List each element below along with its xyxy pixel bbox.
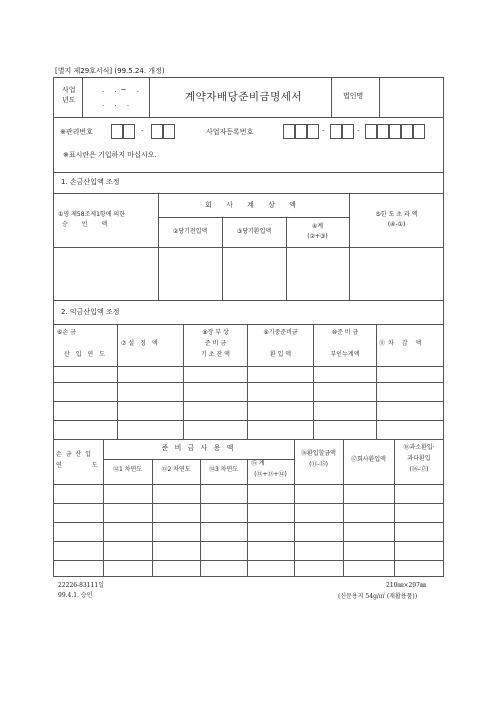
period-start[interactable]: . .~ . (102, 86, 143, 94)
period-end[interactable]: . . . (102, 100, 134, 108)
form-title: 계약자배당준비금명세서 (185, 91, 303, 103)
approval-date: 99.4.1. 승인 (58, 592, 93, 599)
col-11-header: ⑪차 감 액 (379, 340, 425, 347)
section-2-heading: 2. 익금산입액 조정 (61, 308, 120, 316)
biz-reg-box-6[interactable] (365, 124, 377, 139)
management-number-box-2[interactable] (123, 124, 135, 139)
paper-spec: (신문용지 54g/㎡ (재활용품)) (338, 593, 418, 600)
reserve-usage-header: 준 비 금 사 용 액 (161, 444, 236, 452)
col-6-header: ⑥손 금 (57, 329, 76, 336)
management-number-label: ※관리번호 (60, 128, 93, 136)
col-5-header: ⑤한 도 초 과 액 (375, 211, 418, 218)
note-text: ※표시란은 기입하지 마십시오. (63, 151, 157, 159)
biz-reg-box-10[interactable] (413, 124, 425, 139)
form-code: 22226-83111일 (58, 582, 104, 589)
company-calc-header: 회 사 계 상 액 (205, 201, 302, 209)
col-7-header: ⑦설 정 액 (121, 340, 160, 347)
col-15-header: ⑮ 계 (251, 460, 265, 467)
corporation-name-label: 법인명 (343, 92, 364, 100)
business-registration-label: 사업자등록번호 (206, 128, 254, 136)
col-16-header: ⑯환입할금액 (301, 450, 336, 457)
col-1-header: ①영 제58조제1항에 의한 (58, 211, 126, 218)
biz-reg-box-9[interactable] (401, 124, 413, 139)
biz-reg-box-2[interactable] (295, 124, 307, 139)
section-1-heading: 1. 손금산입액 조정 (61, 178, 120, 186)
biz-reg-box-8[interactable] (389, 124, 401, 139)
form-number-label: [별지 제29호서식] (99.5.24. 개정) (55, 67, 165, 75)
current-reversal-field[interactable] (223, 248, 286, 300)
col-3-header: ③당기환입액 (236, 228, 272, 235)
management-number-box-1[interactable] (111, 124, 123, 139)
excess-limit-field[interactable] (350, 248, 443, 300)
total-field[interactable] (287, 248, 349, 300)
col-12-header: ⑫1 차연도 (112, 466, 143, 473)
deduction-year-header: 손 금 산 입 (56, 451, 92, 458)
col-2-header: ②당기전입액 (172, 228, 208, 235)
biz-reg-box-7[interactable] (377, 124, 389, 139)
col-13-header: ⑬2 차연도 (161, 466, 191, 473)
col-18-header: ⑱과소환입· (403, 444, 435, 451)
business-year-label: 사업 (62, 86, 76, 94)
biz-reg-box-4[interactable] (330, 124, 342, 139)
approved-amount-field[interactable] (54, 248, 158, 300)
col-10-header: ⑩준 비 금 (331, 329, 359, 336)
col-9-header: ⑨기중준비금 (263, 329, 298, 336)
col-8-header: ⑧장 부 상 (202, 329, 229, 336)
biz-reg-box-3[interactable] (307, 124, 319, 139)
col-4-header: ④계 (311, 223, 324, 230)
biz-reg-box-1[interactable] (283, 124, 295, 139)
biz-reg-box-5[interactable] (342, 124, 354, 139)
management-number-box-3[interactable] (151, 124, 163, 139)
current-transfer-in-field[interactable] (159, 248, 222, 300)
business-year-label-2: 년도 (62, 96, 76, 104)
corporation-name-field[interactable] (380, 78, 443, 116)
col-17-header: ⑰회사환입액 (351, 456, 386, 463)
col-14-header: ⑭3 차연도 (208, 466, 239, 473)
paper-size: 210㎜×297㎜ (386, 582, 426, 589)
management-number-box-4[interactable] (163, 124, 175, 139)
